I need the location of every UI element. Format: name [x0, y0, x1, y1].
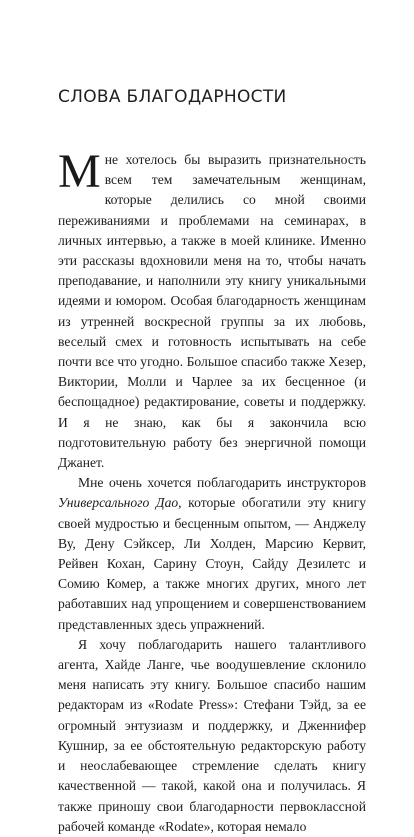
drop-cap: М — [58, 145, 101, 198]
paragraph-2 — [58, 473, 366, 635]
paragraph-3 — [58, 635, 366, 837]
paragraph-2-italic: Универсального Дао — [58, 495, 179, 511]
paragraph-2-lead: Мне очень хочется поблагодарить инструкторов — [78, 475, 366, 491]
body-text — [58, 145, 366, 837]
paragraph-1 — [58, 145, 366, 473]
paragraph-1-text: не хотелось бы выразить признательность всем тем замечательным женщинам, которые делились со мной своими переживаниями и проблемами на семинарах, в личных интервью, а также в моей клинике. Именно эти рассказы вдохновили меня на то, чтобы начать преподавание, и наполнили эту книгу уникальными идеями и юмором. Особая благодарность женщинам из утренней воскресной группы за их любовь, веселый смех и готовность испытывать на себе почти все что угодно. Большое спасибо также Хезер, Виктории, Молли и Чарлее за их бесценное (и беспощадное) редактирование, советы и поддержку. И я не знаю, как бы я закончила всю подготовительную работу без энергичной помощи Джанет. — [58, 152, 366, 471]
chapter-title: СЛОВА БЛАГОДАРНОСТИ — [58, 87, 287, 107]
paragraph-2-rest: , которые обогатили эту книгу своей мудростью и бесценным опытом, — Анджелу Ву, Дену Сэйксер, Ли Холден, Марсию Кервит, Рейвен Кохан, Сарину Стоун, Сайду Дезилетс и Сомию Комер, а также многих других, много лет работавших над упрощением и совершенствованием представленных здесь упражнений. — [58, 495, 366, 632]
paragraph-3-text: Я хочу поблагодарить нашего талантливого агента, Хайде Ланге, чье воодушевление склонило меня написать эту книгу. Большое спасибо нашим редакторам из «Rodate Press»: Стефани Тэйд, за ее огромный энтузиазм и поддержку, и Дженнифер Кушнир, за ее обстоятельную редакторскую работу и неослабевающее стремление сделать книгу качественной — такой, какой она и получилась. Я также приношу свои благодарности первоклассной рабочей команде «Rodate», которая немало — [58, 636, 366, 834]
